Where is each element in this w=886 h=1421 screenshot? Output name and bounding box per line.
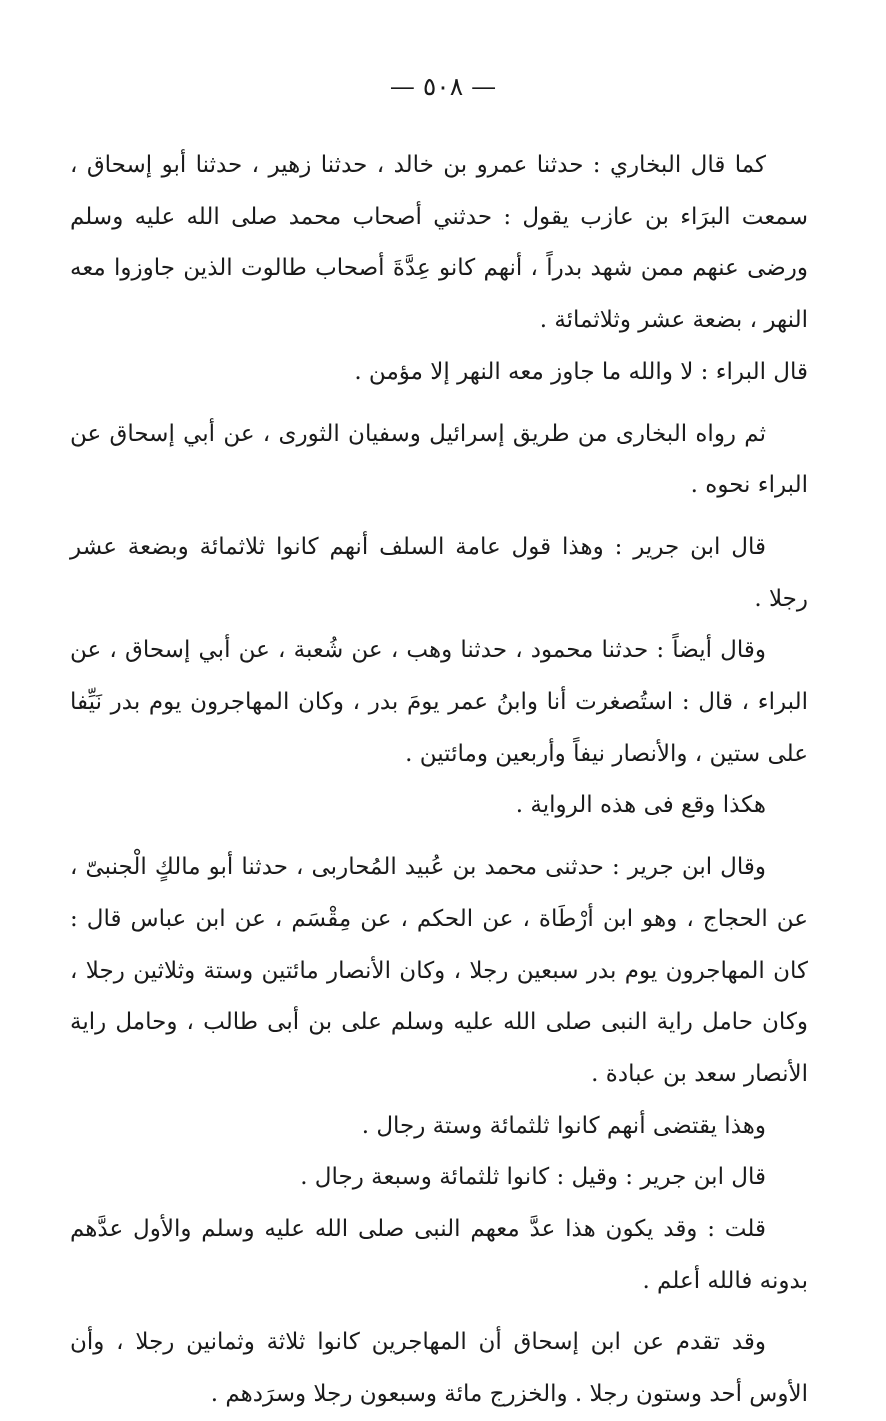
body-text	[70, 140, 808, 1421]
paragraph-author-note: قلت : وقد يكون هذا عدَّ معهم النبى صلى الله عليه وسلم والأول عدَّهم بدونه فالله أعلم .	[70, 1216, 808, 1294]
paragraph-bukhari-route: ثم رواه البخارى من طريق إسرائيل وسفيان الثورى ، عن أبي إسحاق عن البراء نحوه .	[70, 420, 808, 499]
paragraph-307-men: قال ابن جرير : وقيل : كانوا ثلثمائة وسبعة رجال .	[300, 1164, 766, 1191]
page-number: — ٥٠٨ —	[389, 72, 497, 101]
paragraph-riwaya-note: هكذا وقع فى هذه الرواية .	[515, 792, 766, 819]
paragraph-ibn-jarir-salaf: قال ابن جرير : وهذا قول عامة السلف أنهم كانوا ثلاثمائة وبضعة عشر رجلا .	[70, 533, 808, 612]
paragraph-bara-oath: قال البراء : لا والله ما جاوز معه النهر إلا مؤمن .	[354, 358, 808, 385]
paragraph-ibn-ishaq: وقد تقدم عن ابن إسحاق أن المهاجرين كانوا ثلاثة وثمانين رجلا ، وأن الأوس أحد وستون رجلا . والخزرج مائة وسبعون رجلا وسرَدهم .	[70, 1329, 808, 1408]
paragraph-ibn-abbas: وقال ابن جرير : حدثنى محمد بن عُبيد المُحاربى ، حدثنا أبو مالكٍ الْجنبىّ ، عن الحجاج ، وهو ابن أرْطَاة ، عن الحكم ، عن مِقْسَم ، عن ابن عباس قال : كان المهاجرون يوم بدر سبعين رجلا ، وكان الأنصار مائتين وستة وثلاثين رجلا ، وكان حامل راية النبى صلى الله عليه وسلم على بن أبى طالب ، وحامل راية الأنصار سعد بن عبادة .	[70, 854, 808, 1087]
paragraph-306-men: وهذا يقتضى أنهم كانوا ثلثمائة وستة رجال .	[361, 1112, 766, 1139]
paragraph-ibn-jarir-mahmoud: وقال أيضاً : حدثنا محمود ، حدثنا وهب ، عن شُعبة ، عن أبي إسحاق ، عن البراء ، قال : استُصغرت أنا وابنُ عمر يومَ بدر ، وكان المهاجرون يوم بدر نَيِّفا على ستين ، والأنصار نيفاً وأربعين ومائتين .	[70, 637, 808, 767]
paragraph-hadith-bukhari: كما قال البخاري : حدثنا عمرو بن خالد ، حدثنا زهير ، حدثنا أبو إسحاق ، سمعت البرَاء بن عازب يقول : حدثني أصحاب محمد صلى الله عليه وسلم ورضى عنهم ممن شهد بدراً ، أنهم كانو عِدَّةَ أصحاب طالوت الذين جاوزوا معه النهر ، بضعة عشر وثلاثمائة .	[70, 152, 808, 334]
